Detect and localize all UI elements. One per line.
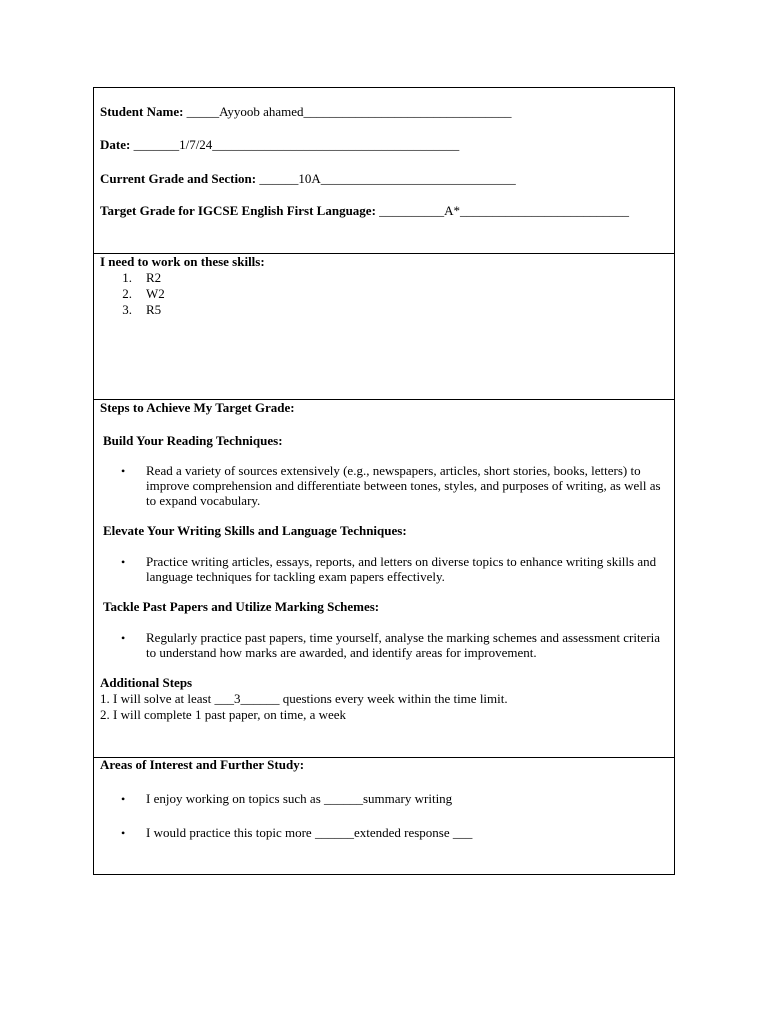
step-bullet-text: Practice writing articles, essays, reports, and letters on diverse topics to enhance writing skills and language techniques for tackling exam papers effectively. bbox=[146, 554, 657, 584]
target-value: __________A*__________________________ bbox=[375, 203, 630, 218]
interest-item: I enjoy working on topics such as ______summary writing bbox=[146, 791, 453, 806]
step-bullet-text: Read a variety of sources extensively (e.g., newspapers, articles, short stories, books, letters) to improve comprehension and differentiate between tones, styles, and purposes of writing, as well as to expand vocabulary. bbox=[146, 463, 661, 508]
list-item: R5 bbox=[146, 302, 162, 317]
additional-step: 1. I will solve at least ___3______ questions every week within the time limit. bbox=[100, 691, 508, 706]
skills-heading: I need to work on these skills: bbox=[100, 254, 265, 269]
grade-value: ______10A______________________________ bbox=[256, 171, 516, 186]
list-number: 2. bbox=[122, 286, 132, 301]
step-bullet-text: Regularly practice past papers, time yourself, analyse the marking schemes and assessment criteria to understand how marks are awarded, and identify areas for improvement. bbox=[146, 630, 661, 660]
grade-label: Current Grade and Section: bbox=[100, 171, 257, 186]
bullet: • bbox=[121, 826, 126, 840]
list-item: W2 bbox=[146, 286, 165, 301]
bullet: • bbox=[121, 464, 126, 478]
bullet: • bbox=[121, 631, 126, 645]
list-item: R2 bbox=[146, 270, 162, 285]
list-number: 3. bbox=[122, 302, 132, 317]
additional-steps-title: Additional Steps bbox=[100, 675, 193, 690]
additional-step: 2. I will complete 1 past paper, on time, a week bbox=[100, 707, 347, 722]
student-name-row bbox=[100, 104, 512, 119]
list-number: 1. bbox=[122, 270, 132, 285]
target-row bbox=[100, 203, 629, 218]
date-label: Date: bbox=[100, 137, 131, 152]
grade-row bbox=[100, 171, 516, 186]
interest-item: I would practice this topic more ______extended response ___ bbox=[146, 825, 473, 840]
student-name-label: Student Name: bbox=[100, 104, 184, 119]
step-title: Elevate Your Writing Skills and Language Techniques: bbox=[103, 523, 407, 538]
date-row bbox=[100, 137, 459, 152]
step-title: Tackle Past Papers and Utilize Marking Schemes: bbox=[103, 599, 380, 614]
interests-heading: Areas of Interest and Further Study: bbox=[100, 757, 305, 772]
steps-heading: Steps to Achieve My Target Grade: bbox=[100, 400, 295, 415]
bullet: • bbox=[121, 555, 126, 569]
student-name-value: _____Ayyoob ahamed________________________________ bbox=[183, 104, 512, 119]
step-title: Build Your Reading Techniques: bbox=[103, 433, 283, 448]
bullet: • bbox=[121, 792, 126, 806]
skills-list bbox=[94, 270, 294, 318]
goal-form bbox=[93, 87, 675, 875]
target-label: Target Grade for IGCSE English First Language: bbox=[100, 203, 376, 218]
date-value: _______1/7/24______________________________________ bbox=[130, 137, 460, 152]
